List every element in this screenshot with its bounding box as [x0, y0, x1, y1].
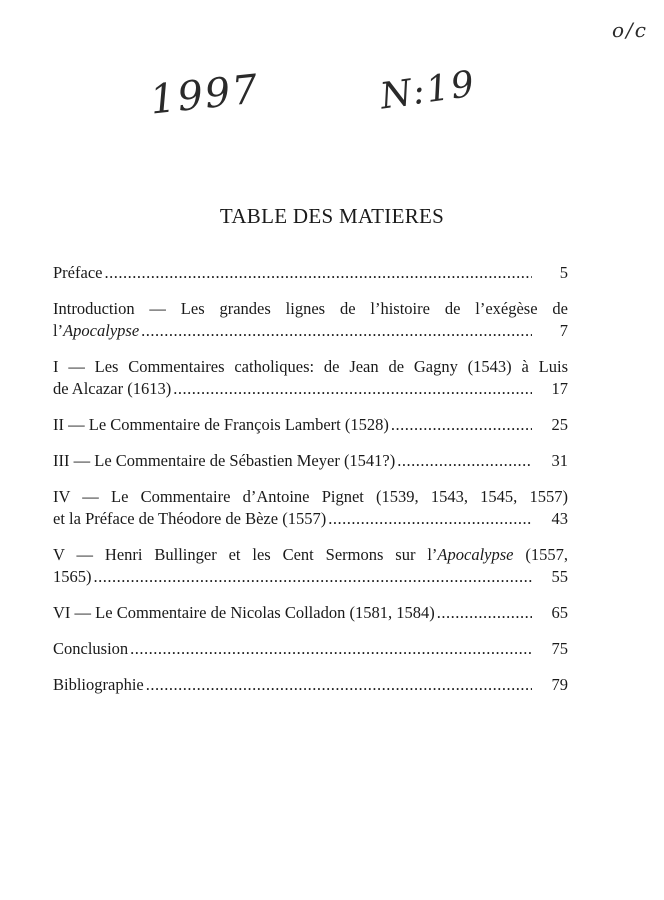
- toc-page-number: 79: [551, 675, 568, 694]
- toc-entry-title: Conclusion: [53, 639, 129, 658]
- toc-entry-title-continued: et la Préface de Théodore de Bèze (1557): [53, 509, 327, 528]
- handwritten-year: 1997: [147, 66, 262, 124]
- toc-page-number: 75: [551, 639, 568, 658]
- dot-leader: [94, 566, 533, 588]
- toc-entry-conclusion: [53, 638, 568, 660]
- toc-entry-prefix: V — Henri Bullinger et les Cent Sermons sur l’: [53, 545, 438, 564]
- toc-entry-introduction: [53, 298, 568, 342]
- toc-entry-title: VI — Le Commentaire de Nicolas Colladon (1581, 1584): [53, 603, 435, 622]
- dot-leader: [437, 602, 532, 624]
- toc-entry-title: II — Le Commentaire de François Lambert (1528): [53, 415, 389, 434]
- table-of-contents: [53, 262, 568, 710]
- toc-entry-title-continued: de Alcazar (1613): [53, 379, 172, 398]
- toc-page-number: 31: [551, 451, 568, 470]
- toc-page-number: 5: [559, 263, 568, 282]
- toc-entry-title: [53, 544, 568, 566]
- toc-entry-chapter-1: [53, 356, 568, 400]
- toc-entry-title: III — Le Commentaire de Sébastien Meyer (1541?): [53, 451, 396, 470]
- toc-entry-chapter-3: [53, 450, 568, 472]
- toc-entry-chapter-4: [53, 486, 568, 530]
- toc-page-number: 43: [551, 509, 568, 528]
- dot-leader: [328, 508, 532, 530]
- toc-page-number: 55: [551, 567, 568, 586]
- toc-entry-title: Introduction — Les grandes lignes de l’histoire de l’exégèse de: [53, 299, 568, 318]
- dot-leader: [104, 262, 532, 284]
- toc-page-number: 7: [559, 321, 568, 340]
- toc-page-number: 65: [551, 603, 568, 622]
- toc-entry-preface: [53, 262, 568, 284]
- toc-entry-title: IV — Le Commentaire d’Antoine Pignet (1539, 1543, 1545, 1557): [53, 487, 568, 506]
- toc-entry-title: I — Les Commentaires catholiques: de Jean de Gagny (1543) à Luis: [53, 357, 568, 376]
- toc-entry-title-continued: 1565): [53, 567, 92, 586]
- toc-page-number: 17: [551, 379, 568, 398]
- toc-entry-italic-title: Apocalypse: [63, 321, 140, 340]
- toc-entry-prefix: l’: [53, 321, 64, 340]
- dot-leader: [141, 320, 532, 342]
- dot-leader: [130, 638, 532, 660]
- dot-leader: [391, 414, 532, 436]
- toc-entry-title: Préface: [53, 263, 103, 282]
- page-title: TABLE DES MATIERES: [219, 204, 445, 228]
- dot-leader: [173, 378, 532, 400]
- toc-entry-chapter-2: [53, 414, 568, 436]
- handwritten-number: N:19: [377, 63, 479, 118]
- dot-leader: [397, 450, 532, 472]
- toc-entry-italic-title: Apocalypse: [437, 545, 514, 564]
- toc-entry-suffix: (1557,: [513, 545, 568, 564]
- toc-entry-title: Bibliographie: [53, 675, 144, 694]
- dot-leader: [146, 674, 532, 696]
- handwritten-corner-mark: o/c: [612, 18, 648, 42]
- toc-entry-title-continued: [53, 320, 139, 342]
- toc-page-number: 25: [551, 415, 568, 434]
- toc-entry-bibliography: [53, 674, 568, 696]
- toc-entry-chapter-5: [53, 544, 568, 588]
- toc-entry-chapter-6: [53, 602, 568, 624]
